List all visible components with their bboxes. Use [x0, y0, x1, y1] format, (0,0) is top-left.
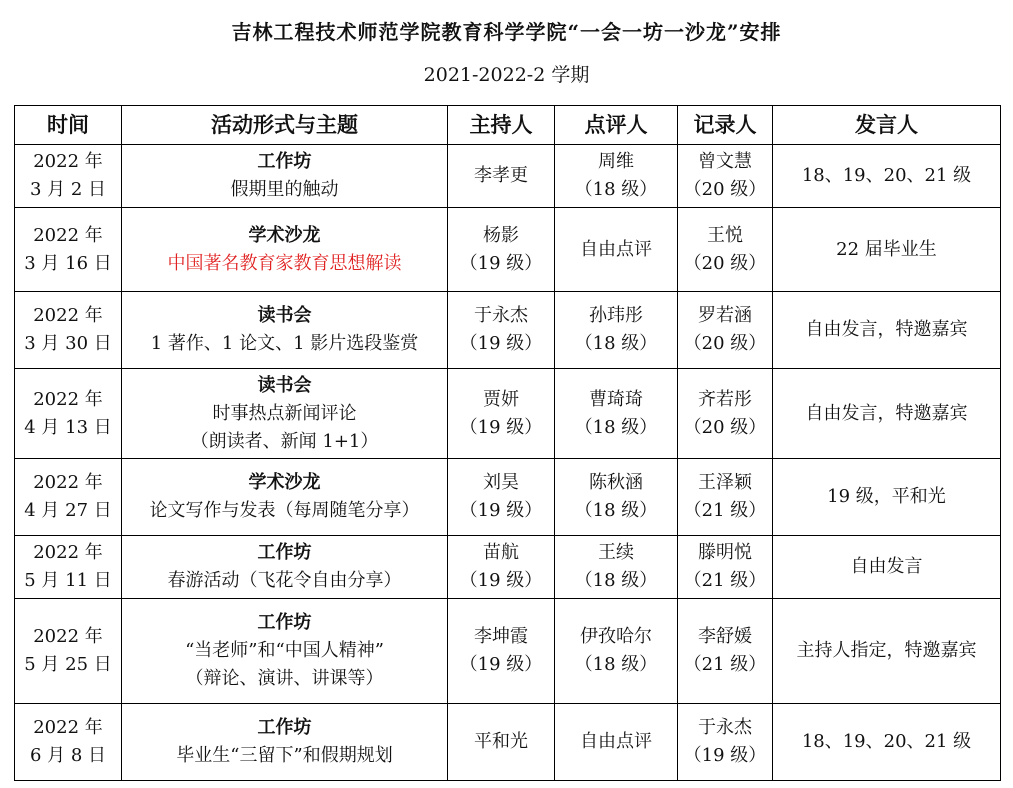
- date-cell: [15, 369, 122, 459]
- recorder-cell-line: （20 级）: [683, 179, 767, 200]
- recorder-cell: [678, 459, 773, 536]
- date-cell: [15, 208, 122, 292]
- reviewer-cell: [555, 704, 678, 781]
- reviewer-cell-line: （18 级）: [574, 416, 658, 438]
- host-cell-line: （19 级）: [459, 252, 543, 274]
- recorder-cell: [678, 704, 773, 781]
- speaker-cell: 自由发言: [773, 536, 1001, 599]
- host-cell: [448, 599, 555, 704]
- table-row: [15, 536, 1001, 599]
- document-title: 吉林工程技术师范学院教育科学学院“一会一坊一沙龙”安排: [231, 20, 782, 44]
- recorder-cell-line: 齐若彤: [698, 388, 752, 410]
- recorder-cell: [678, 292, 773, 369]
- host-cell-line: （19 级）: [459, 654, 543, 675]
- recorder-cell-line: 滕明悦: [698, 542, 752, 563]
- recorder-cell: [678, 369, 773, 459]
- reviewer-cell-line: 周维: [598, 151, 634, 172]
- recorder-cell-line: （19 级）: [683, 745, 767, 766]
- date-cell-line: 5 月 25 日: [24, 654, 112, 675]
- activity-topic: 中国著名教育家教育思想解读: [167, 252, 402, 274]
- date-cell-line: 5 月 11 日: [24, 570, 112, 591]
- reviewer-cell-line: （18 级）: [574, 570, 658, 591]
- activity-cell: [122, 369, 448, 459]
- date-cell: [15, 292, 122, 369]
- reviewer-cell: [555, 459, 678, 536]
- speaker-cell: 自由发言，特邀嘉宾: [773, 369, 1001, 459]
- table-row: [15, 704, 1001, 781]
- date-cell-line: 3 月 30 日: [24, 333, 112, 354]
- date-cell-line: 6 月 8 日: [29, 745, 107, 766]
- recorder-cell: [678, 599, 773, 704]
- host-cell: [448, 208, 555, 292]
- recorder-cell-line: 王悦: [707, 224, 743, 246]
- date-cell-line: 2022 年: [33, 305, 103, 326]
- date-cell: [15, 459, 122, 536]
- host-cell-line: 杨影: [483, 224, 519, 246]
- activity-type: 工作坊: [257, 542, 312, 563]
- host-cell-line: 刘昊: [483, 472, 519, 493]
- recorder-cell-line: 李舒媛: [698, 626, 752, 647]
- activity-cell: [122, 536, 448, 599]
- host-cell-line: 平和光: [474, 731, 528, 752]
- date-cell-line: 2022 年: [33, 542, 103, 563]
- activity-cell: [122, 292, 448, 369]
- reviewer-cell-line: （18 级）: [574, 179, 658, 200]
- table-row: [15, 459, 1001, 536]
- recorder-cell: [678, 536, 773, 599]
- activity-cell: [122, 145, 448, 208]
- header-time: 时间: [15, 106, 122, 145]
- speaker-cell: 自由发言，特邀嘉宾: [773, 292, 1001, 369]
- table-row: [15, 145, 1001, 208]
- activity-topic: 假期里的触动: [230, 179, 339, 200]
- host-cell: [448, 536, 555, 599]
- activity-topic: “当老师”和“中国人精神”: [185, 640, 384, 661]
- speaker-cell: 18、19、20、21 级: [773, 145, 1001, 208]
- host-cell: [448, 292, 555, 369]
- header-recorder: 记录人: [678, 106, 773, 145]
- host-cell-line: （19 级）: [459, 416, 543, 438]
- date-cell-line: 2022 年: [33, 717, 103, 738]
- header-row: [15, 106, 1001, 145]
- date-cell-line: 2022 年: [33, 151, 103, 172]
- recorder-cell-line: 曾文慧: [698, 151, 752, 172]
- reviewer-cell: [555, 145, 678, 208]
- recorder-cell-line: （21 级）: [683, 654, 767, 675]
- recorder-cell-line: （20 级）: [683, 252, 767, 274]
- activity-type: 读书会: [257, 305, 312, 326]
- host-cell: [448, 459, 555, 536]
- activity-cell: [122, 599, 448, 704]
- schedule-table: [14, 105, 1001, 781]
- host-cell: [448, 145, 555, 208]
- activity-topic: 毕业生“三留下”和假期规划: [176, 745, 393, 766]
- table-row: [15, 292, 1001, 369]
- header-host: 主持人: [448, 106, 555, 145]
- host-cell: [448, 369, 555, 459]
- activity-topic: （辩论、演讲、讲课等）: [185, 668, 384, 689]
- date-cell: [15, 599, 122, 704]
- host-cell-line: 苗航: [483, 542, 519, 563]
- header-activity: 活动形式与主题: [122, 106, 448, 145]
- recorder-cell-line: （20 级）: [683, 333, 767, 354]
- recorder-cell-line: 王泽颖: [698, 472, 752, 493]
- activity-type: 工作坊: [257, 717, 312, 738]
- reviewer-cell: [555, 536, 678, 599]
- date-cell-line: 4 月 27 日: [24, 500, 112, 521]
- activity-type: 工作坊: [257, 151, 312, 172]
- host-cell-line: 李孝更: [474, 165, 528, 186]
- date-cell-line: 3 月 2 日: [29, 179, 107, 200]
- table-row: [15, 208, 1001, 292]
- speaker-cell: 19 级，平和光: [773, 459, 1001, 536]
- host-cell-line: 贾妍: [483, 388, 519, 410]
- host-cell-line: （19 级）: [459, 500, 543, 521]
- host-cell-line: （19 级）: [459, 570, 543, 591]
- recorder-cell-line: 罗若涵: [698, 305, 752, 326]
- reviewer-cell-line: （18 级）: [574, 500, 658, 521]
- date-cell-line: 3 月 16 日: [24, 252, 112, 274]
- reviewer-cell: [555, 208, 678, 292]
- recorder-cell-line: （20 级）: [683, 416, 767, 438]
- speaker-cell: 18、19、20、21 级: [773, 704, 1001, 781]
- host-cell-line: （19 级）: [459, 333, 543, 354]
- recorder-cell-line: 于永杰: [698, 717, 752, 738]
- date-cell-line: 2022 年: [33, 388, 103, 410]
- reviewer-cell-line: （18 级）: [574, 333, 658, 354]
- date-cell: [15, 145, 122, 208]
- table-row: [15, 599, 1001, 704]
- table-row: [15, 369, 1001, 459]
- date-cell: [15, 704, 122, 781]
- reviewer-cell-line: 伊孜哈尔: [580, 626, 652, 647]
- reviewer-cell: [555, 292, 678, 369]
- reviewer-cell-line: 自由点评: [580, 731, 652, 752]
- recorder-cell: [678, 145, 773, 208]
- recorder-cell-line: （21 级）: [683, 500, 767, 521]
- date-cell-line: 2022 年: [33, 472, 103, 493]
- date-cell-line: 2022 年: [33, 224, 103, 246]
- reviewer-cell-line: 曹琦琦: [589, 388, 643, 410]
- activity-cell: [122, 208, 448, 292]
- host-cell-line: 李坤霞: [474, 626, 528, 647]
- activity-topic: 春游活动（飞花令自由分享）: [167, 570, 402, 591]
- header-reviewer: 点评人: [555, 106, 678, 145]
- speaker-cell: 22 届毕业生: [773, 208, 1001, 292]
- date-cell: [15, 536, 122, 599]
- recorder-cell: [678, 208, 773, 292]
- activity-type: 学术沙龙: [248, 472, 321, 493]
- header-speaker: 发言人: [773, 106, 1001, 145]
- activity-topic: 时事热点新闻评论: [212, 402, 357, 424]
- activity-topic: 论文写作与发表（每周随笔分享）: [149, 500, 420, 521]
- host-cell-line: 于永杰: [474, 305, 528, 326]
- speaker-cell: 主持人指定，特邀嘉宾: [773, 599, 1001, 704]
- reviewer-cell: [555, 369, 678, 459]
- date-cell-line: 4 月 13 日: [24, 416, 112, 438]
- activity-cell: [122, 459, 448, 536]
- activity-cell: [122, 704, 448, 781]
- date-cell-line: 2022 年: [33, 626, 103, 647]
- activity-topic: 1 著作、1 论文、1 影片选段鉴赏: [150, 333, 419, 354]
- reviewer-cell-line: 自由点评: [580, 238, 652, 260]
- reviewer-cell-line: 王续: [598, 542, 634, 563]
- activity-topic: （朗读者、新闻 1+1）: [190, 430, 379, 452]
- semester-subtitle: 2021-2022-2 学期: [423, 64, 590, 86]
- host-cell: [448, 704, 555, 781]
- reviewer-cell-line: 陈秋涵: [589, 472, 643, 493]
- activity-type: 读书会: [257, 374, 312, 396]
- reviewer-cell: [555, 599, 678, 704]
- reviewer-cell-line: 孙玮彤: [589, 305, 643, 326]
- activity-type: 工作坊: [257, 612, 312, 633]
- reviewer-cell-line: （18 级）: [574, 654, 658, 675]
- recorder-cell-line: （21 级）: [683, 570, 767, 591]
- activity-type: 学术沙龙: [248, 224, 321, 246]
